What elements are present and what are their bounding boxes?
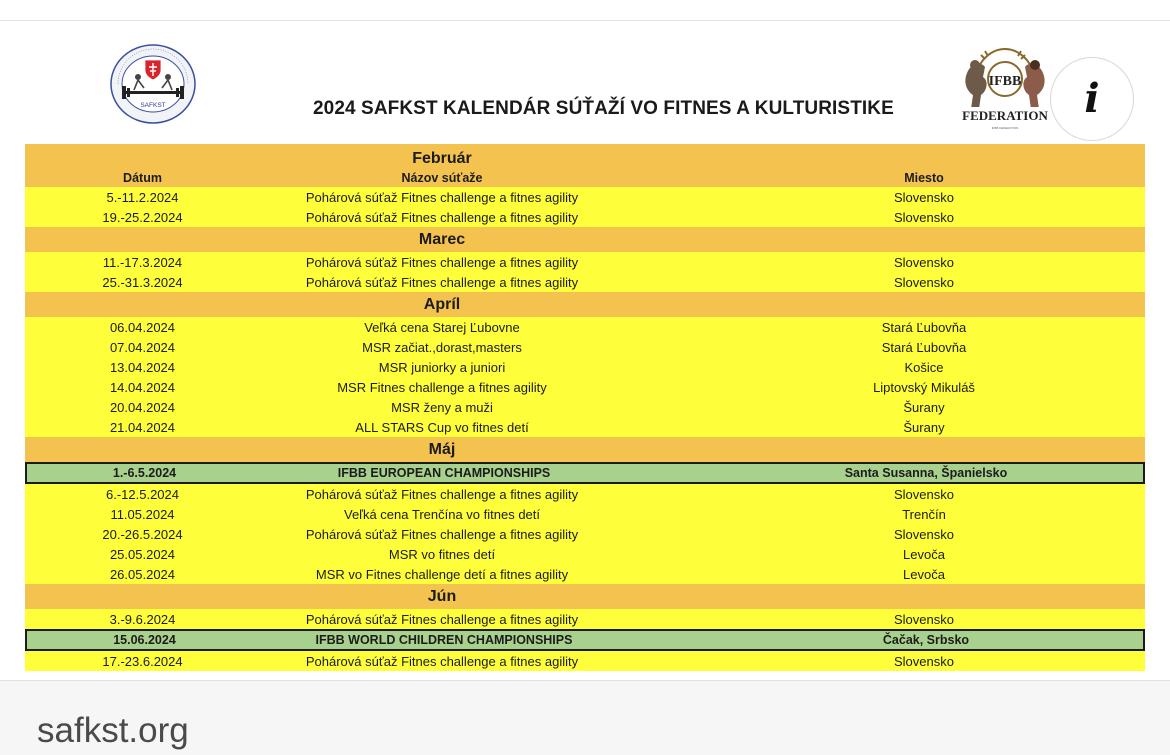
event-place: Levoča — [903, 546, 945, 562]
event-place: Slovensko — [894, 189, 954, 205]
event-place: Slovensko — [894, 653, 954, 669]
ifbb-logo-text: IFBB FEDERATION — [991, 126, 1019, 130]
event-name: MSR vo Fitnes challenge detí a fitnes agility — [315, 566, 569, 582]
table-row — [25, 564, 1145, 584]
calendar-header — [0, 21, 1170, 144]
event-date: 06.04.2024 — [109, 319, 176, 335]
table-row — [25, 337, 1145, 357]
event-date: 1.-6.5.2024 — [112, 466, 177, 480]
event-date: 11.05.2024 — [110, 506, 175, 522]
event-place: Slovensko — [894, 274, 954, 290]
info-icon: i — [1084, 75, 1100, 122]
event-place: Čačak, Srbsko — [882, 633, 970, 647]
ifbb-federation-logo — [955, 45, 1055, 131]
table-row — [25, 651, 1145, 671]
event-date: 3.-9.6.2024 — [109, 611, 176, 627]
table-row — [25, 397, 1145, 417]
event-date: 15.06.2024 — [113, 633, 176, 647]
event-name: IFBB WORLD CHILDREN CHAMPIONSHIPS — [315, 633, 573, 647]
month-label: Jún — [427, 587, 457, 605]
event-name: Pohárová súťaž Fitnes challenge a fitnes agility — [305, 189, 579, 205]
event-name: MSR juniorky a juniori — [378, 359, 506, 375]
table-row — [25, 187, 1145, 207]
table-row — [25, 377, 1145, 397]
event-name: Pohárová súťaž Fitnes challenge a fitnes agility — [305, 526, 579, 542]
event-name: ALL STARS Cup vo fitnes detí — [355, 419, 529, 435]
event-place: Levoča — [903, 566, 945, 582]
event-date: 11.-17.3.2024 — [102, 254, 183, 270]
table-row — [25, 484, 1145, 504]
month-header-row — [25, 437, 1145, 462]
event-place: Košice — [904, 359, 944, 375]
month-label: Marec — [418, 230, 466, 248]
event-name: MSR Fitnes challenge a fitnes agility — [337, 379, 547, 395]
table-row — [25, 544, 1145, 564]
event-name: MSR začiat.,dorast,masters — [362, 339, 522, 355]
event-place: Liptovský Mikuláš — [873, 379, 975, 395]
event-name: Pohárová súťaž Fitnes challenge a fitnes agility — [305, 209, 579, 225]
event-name: MSR vo fitnes detí — [388, 546, 496, 562]
table-row — [25, 357, 1145, 377]
table-row — [25, 207, 1145, 227]
event-date: 6.-12.5.2024 — [105, 486, 179, 502]
event-place: Slovensko — [894, 209, 954, 225]
month-label: Apríl — [423, 295, 461, 313]
link-preview-footer[interactable] — [0, 680, 1170, 755]
column-header-date: Dátum — [123, 170, 162, 185]
event-place: Slovensko — [894, 486, 954, 502]
month-header-row — [25, 144, 1145, 168]
safkst-logo — [110, 44, 196, 124]
table-row — [25, 317, 1145, 337]
event-date: 07.04.2024 — [109, 339, 176, 355]
event-date: 13.04.2024 — [109, 359, 176, 375]
event-date: 14.04.2024 — [109, 379, 176, 395]
championship-row — [25, 629, 1145, 651]
column-header-place: Miesto — [904, 170, 944, 185]
event-date: 17.-23.6.2024 — [102, 653, 183, 669]
event-place: Santa Susanna, Španielsko — [844, 466, 1008, 480]
event-date: 21.04.2024 — [109, 419, 176, 435]
event-place: Trenčín — [902, 506, 946, 522]
event-place: Stará Ľubovňa — [881, 319, 967, 335]
table-row — [25, 417, 1145, 437]
info-button[interactable] — [1050, 57, 1134, 141]
championship-row — [25, 462, 1145, 484]
month-header-row — [25, 227, 1145, 252]
page-title: 2024 SAFKST KALENDÁR SÚŤAŽÍ VO FITNES A KULTURISTIKE — [313, 98, 894, 119]
event-date: 20.04.2024 — [109, 399, 176, 415]
event-name: MSR ženy a muži — [391, 399, 493, 415]
event-date: 26.05.2024 — [109, 566, 176, 582]
table-row — [25, 504, 1145, 524]
table-row — [25, 252, 1145, 272]
month-header-row — [25, 584, 1145, 609]
event-place: Stará Ľubovňa — [881, 339, 967, 355]
event-name: Pohárová súťaž Fitnes challenge a fitnes agility — [305, 254, 579, 270]
safkst-logo-text: SAFKST — [140, 102, 166, 109]
event-place: Slovensko — [894, 611, 954, 627]
table-row — [25, 524, 1145, 544]
event-name: Veľká cena Trenčína vo fitnes detí — [343, 506, 541, 522]
event-place: Slovensko — [894, 526, 954, 542]
table-row — [25, 609, 1145, 629]
event-place: Šurany — [903, 419, 945, 435]
month-label: Február — [412, 150, 472, 167]
month-header-row — [25, 292, 1145, 317]
event-name: Pohárová súťaž Fitnes challenge a fitnes agility — [305, 653, 579, 669]
column-header-row — [25, 168, 1145, 187]
event-name: Pohárová súťaž Fitnes challenge a fitnes agility — [305, 486, 579, 502]
event-name: Pohárová súťaž Fitnes challenge a fitnes agility — [305, 611, 579, 627]
svg-text:FEDERATION: FEDERATION — [962, 108, 1048, 123]
month-label: Máj — [428, 440, 456, 458]
event-date: 25.-31.3.2024 — [102, 274, 183, 290]
competition-calendar-table — [25, 144, 1145, 671]
event-date: 20.-26.5.2024 — [102, 526, 183, 542]
event-name: Pohárová súťaž Fitnes challenge a fitnes agility — [305, 274, 579, 290]
event-date: 19.-25.2.2024 — [102, 209, 183, 225]
svg-text:IFBB: IFBB — [988, 74, 1022, 89]
event-name: Veľká cena Starej Ľubovne — [364, 319, 520, 335]
event-place: Slovensko — [894, 254, 954, 270]
event-date: 5.-11.2.2024 — [106, 189, 179, 205]
event-name: IFBB EUROPEAN CHAMPIONSHIPS — [337, 466, 551, 480]
event-place: Šurany — [903, 399, 945, 415]
event-date: 25.05.2024 — [109, 546, 176, 562]
table-row — [25, 272, 1145, 292]
column-header-name: Názov súťaže — [401, 170, 483, 185]
footer-domain: safkst.org — [37, 711, 189, 750]
